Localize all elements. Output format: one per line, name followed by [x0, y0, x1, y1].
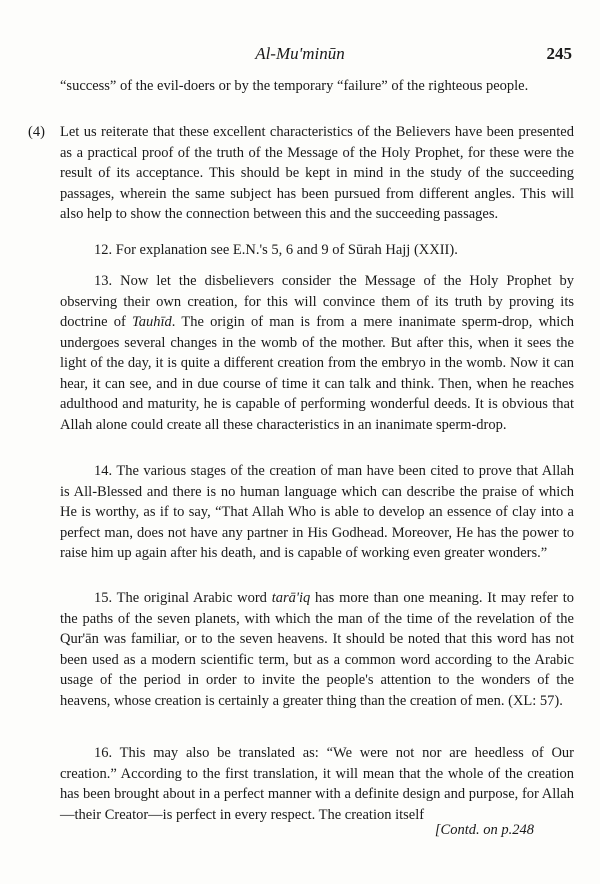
page-number: 245: [546, 44, 572, 63]
continued-on-note: [Contd. on p.248: [434, 822, 534, 838]
point-text: Let us reiterate that these excellent characteristics of the Believers have been presented as a practical proof of the truth of the Message of the Holy Prophet, for these were the result of its acceptance. This should be kept in mind in the study of the succeeding passages, wherein the same subject has been pursued from different angles. This will also help to show the connection between this and the succeeding passages.: [60, 124, 574, 222]
numbered-point-4: [28, 122, 574, 225]
note-16: 16. This may also be translated as: “We were not nor are heedless of Our creation.” According to the first translation, it will mean that the whole of the creation has been brought about in a perfect manner with a definite design and purpose, for Allah—their Creator—is perfect in every respect. The creation itself: [60, 745, 574, 823]
note-13-part-2: . The origin of man is from a mere inanimate sperm-drop, which undergoes several changes in the womb of the mother. But after this, when it sees the light of the day, it is quite a different creation from the embryo in the womb. Now it can hear, it can see, and in due course of time it can talk and think. Then, when he reaches adulthood and maturity, he is capable of performing wonderful deeds. It is obvious that Allah alone could create all these characteristics in an inanimate sperm-drop.: [60, 314, 575, 433]
running-header-title: Al-Mu'minūn: [255, 44, 345, 63]
note-15-part-1: 15. The original Arabic word: [94, 590, 272, 606]
note-13: [60, 271, 574, 435]
note-12: 12. For explanation see E.N.'s 5, 6 and 9 of Sūrah Hajj (XXII).: [94, 242, 458, 258]
continued-paragraph: “success” of the evil-doers or by the temporary “failure” of the righteous people.: [60, 78, 529, 94]
note-14: 14. The various stages of the creation of man have been cited to prove that Allah is All-Blessed and there is no human language which can describe the praise of which He is worthy, as if to say, “That Allah Who is able to develop an essence of clay into a perfect man, does not have any partner in His Godhead. Moreover, He has the power to raise him up again after his death, and is capable of working even greater wonders.”: [60, 463, 574, 561]
note-15-term: tarā'iq: [271, 590, 311, 606]
note-15-part-2: has more than one meaning. It may refer to the paths of the seven planets, with which the man of the time of the revelation of the Qur'ān was familiar, or to the seven heavens. It should be noted that this word has not been used as a modern scientific term, but as a common word according to the Arabic usage of the period in order to invite the people's attention to the wonders of the heavens, whose creation is certainly a greater thing than the creation of men. (XL: 57).: [60, 590, 574, 709]
note-13-term: Tauhīd: [132, 314, 172, 330]
note-13-part-1: 13. Now let the disbelievers consider the Message of the Holy Prophet by observing their own creation, for this will convince them of its truth by proving its doctrine of: [60, 273, 574, 330]
note-15: [60, 588, 574, 711]
point-marker: (4): [28, 124, 45, 140]
